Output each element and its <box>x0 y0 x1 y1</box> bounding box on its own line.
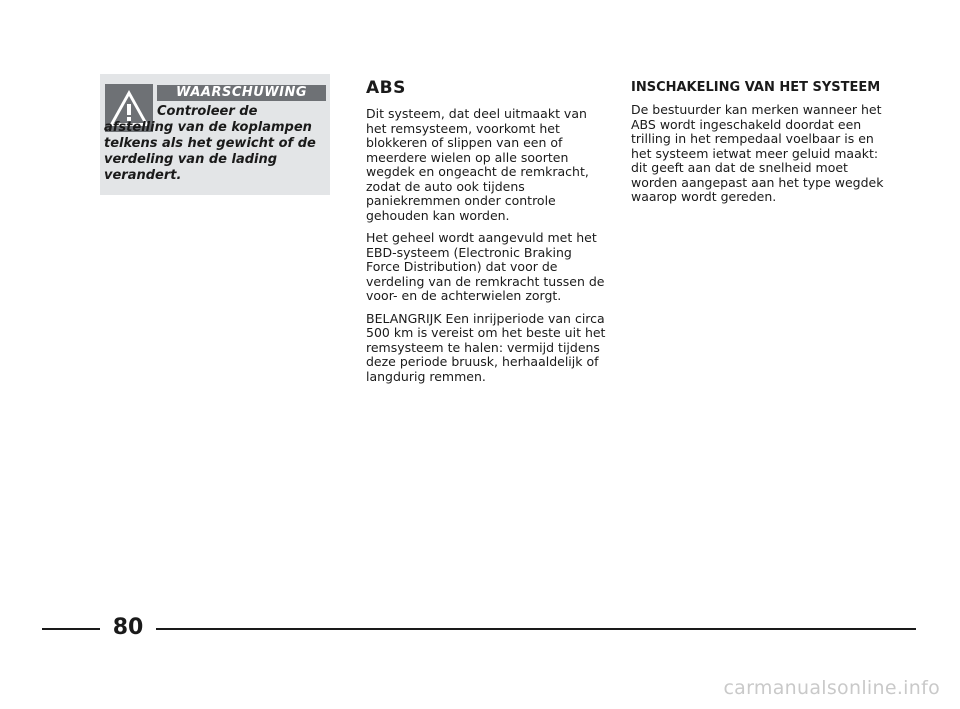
activation-title: INSCHAKELING VAN HET SYSTEEM <box>631 80 881 95</box>
page-number: 80 <box>112 615 144 640</box>
warning-header: WAARSCHUWING <box>157 85 326 101</box>
abs-paragraph-1: Dit systeem, dat deel uitmaakt van het remsysteem, voorkomt het blokkeren of slippen van een of meerdere wielen op alle soorten wegdek en ongeacht de remkracht, zodat de auto ook tijdens paniekremmen onder controle gehouden kan worden. <box>366 106 589 223</box>
activation-paragraph-1: De bestuurder kan merken wanneer het ABS wordt ingeschakeld doordat een trilling in het rempedaal voelbaar is en het systeem ietwat meer geluid maakt: dit geeft aan dat de snelheid moet worden aangepast aan het type wegdek waarop wordt gereden. <box>631 102 884 204</box>
warning-text: Controleer de afstelling van de koplampen telkens als het gewicht of de verdeling van de lading verandert. <box>104 104 316 183</box>
abs-paragraph-3: BELANGRIJK Een inrijperiode van circa 500 km is vereist om het beste uit het remsysteem te halen: vermijd tijdens deze periode bruusk, herhaaldelijk of langdurig remmen. <box>366 310 606 384</box>
activation-section <box>631 80 891 213</box>
footer-rule-left <box>42 628 100 630</box>
footer-rule-right <box>156 628 916 630</box>
watermark: carmanualsonline.info <box>723 677 940 699</box>
warning-box <box>100 74 330 195</box>
abs-title: ABS <box>366 78 406 98</box>
abs-section <box>366 78 606 392</box>
abs-paragraph-2: Het geheel wordt aangevuld met het EBD-systeem (Electronic Braking Force Distribution) dat voor de verdeling van de remkracht tussen de voor- en de achterwielen zorgt. <box>366 230 605 303</box>
